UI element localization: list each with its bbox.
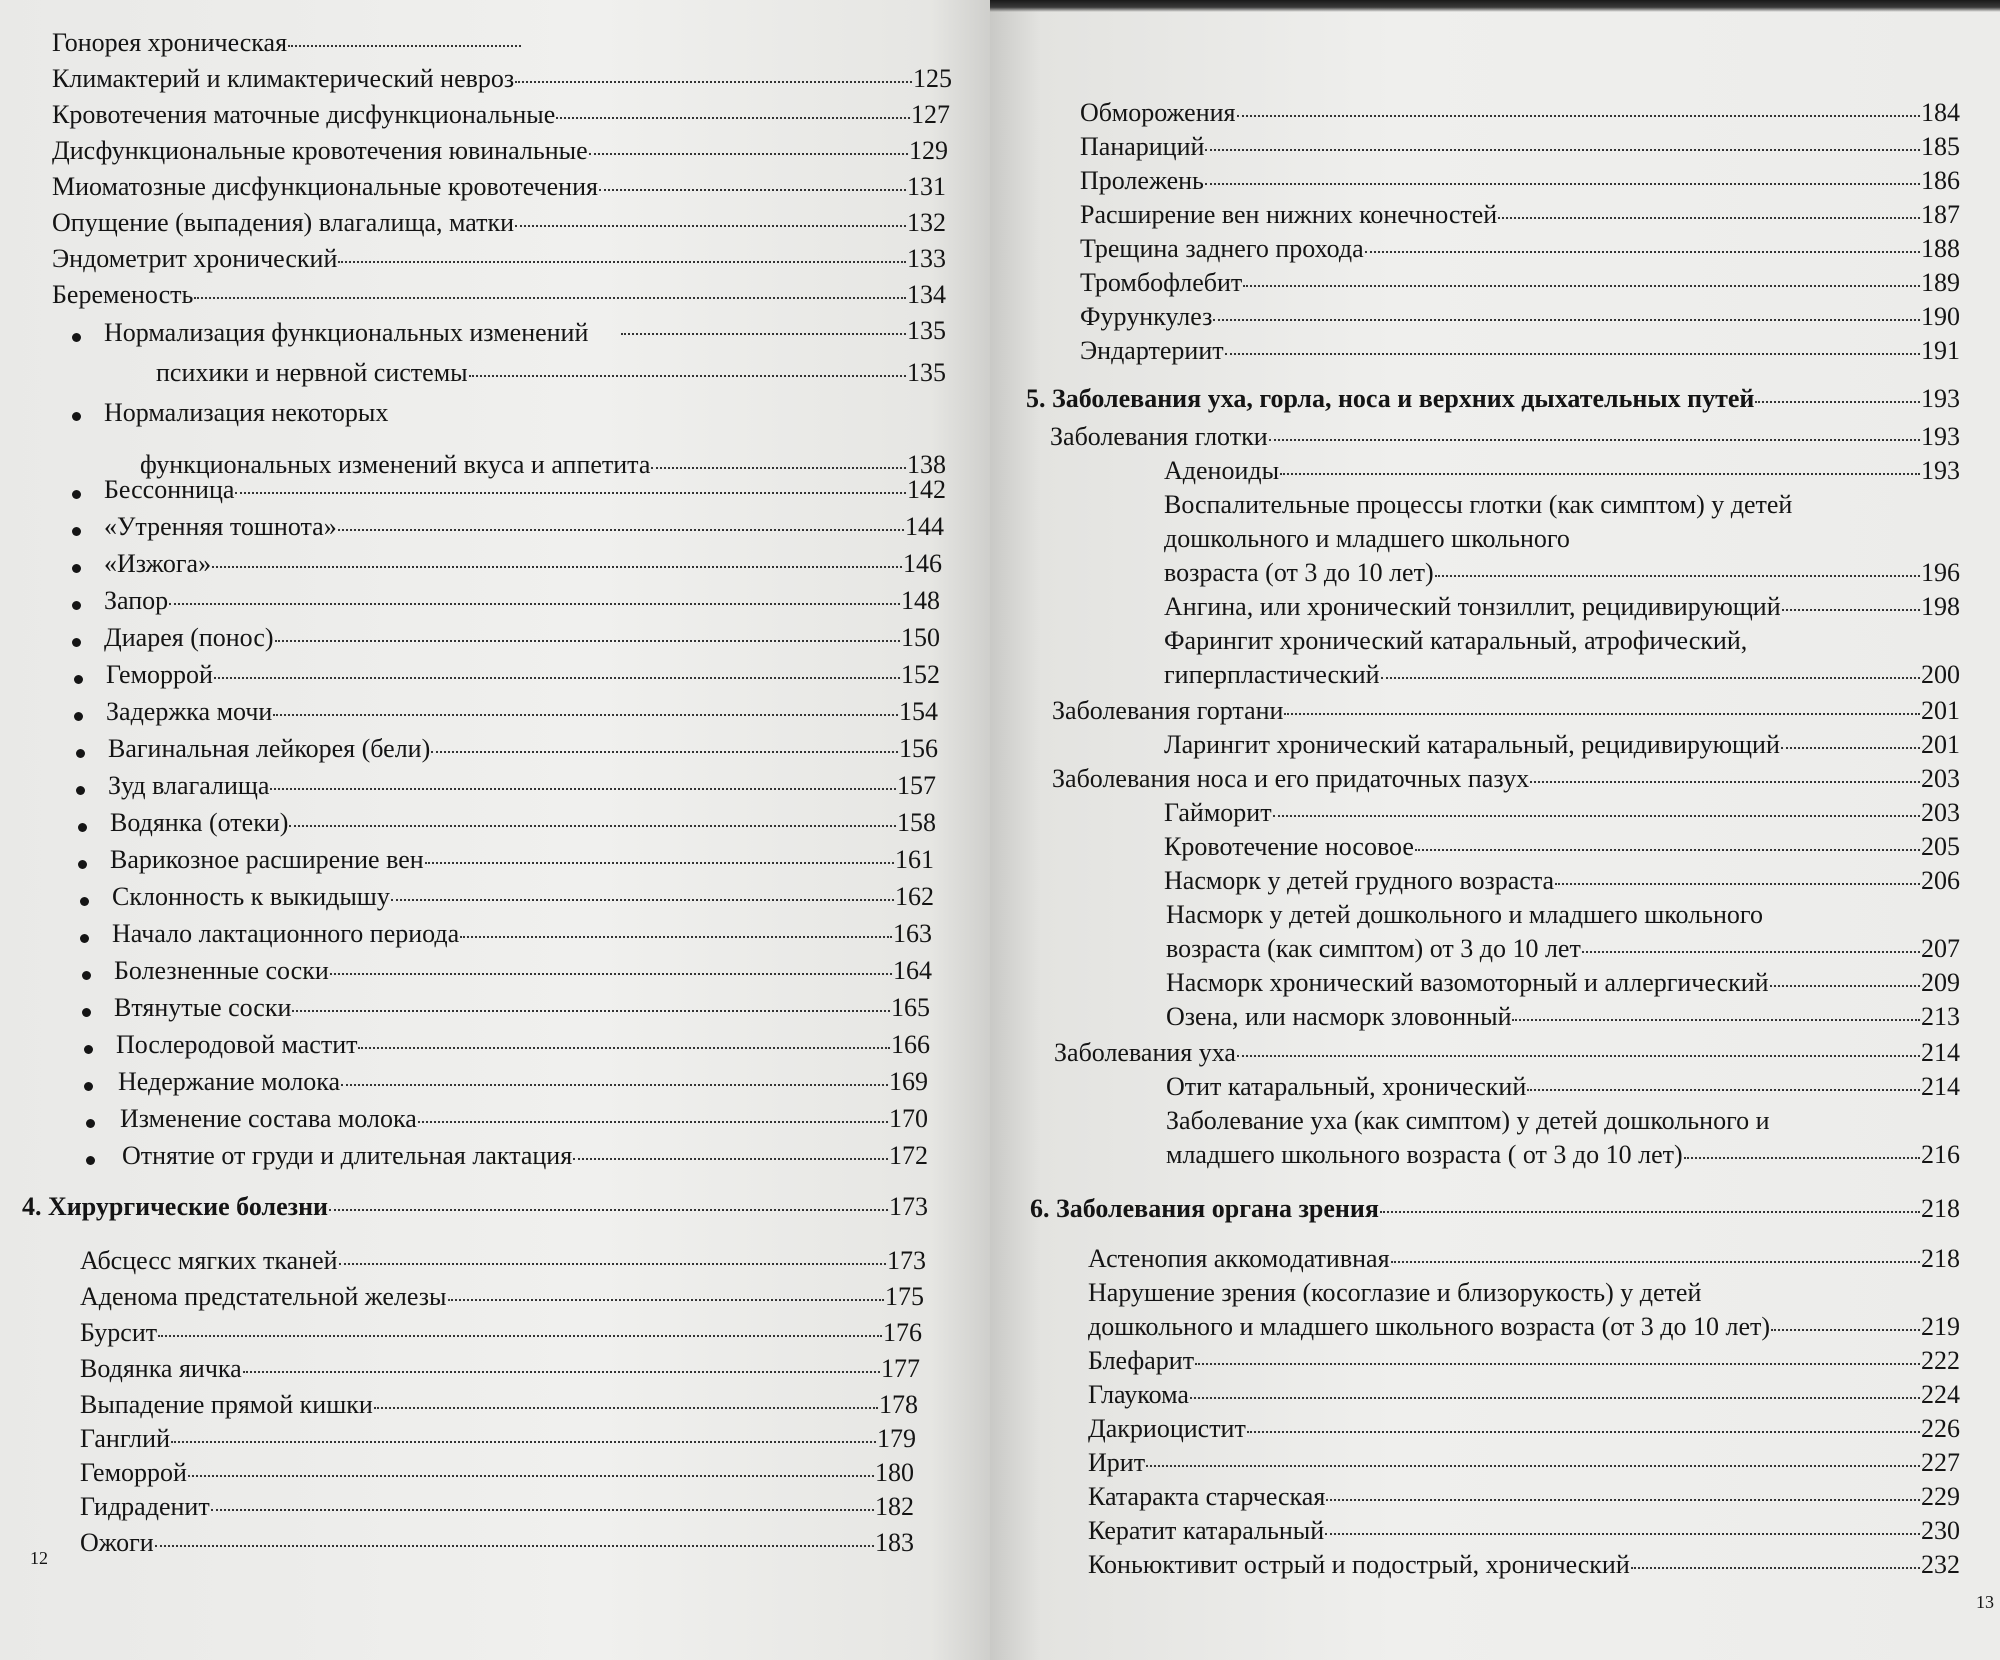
toc-entry: Изменение состава молока 170	[120, 1104, 928, 1133]
bullet-icon	[72, 333, 81, 342]
toc-entry-line: Заболевание уха (как симптом) у детей дошкольного и	[1166, 1106, 1770, 1135]
bullet-icon	[82, 1008, 91, 1017]
toc-section-heading: 5. Заболевания уха, горла, носа и верхних дыхательных путей 193	[1026, 384, 1960, 413]
toc-entry: Обморожения 184	[1080, 98, 1960, 127]
toc-entry: Отит катаральный, хронический 214	[1166, 1072, 1960, 1101]
toc-entry: Водянка яичка 177	[80, 1354, 920, 1383]
toc-entry-line: Воспалительные процессы глотки (как симптом) у детей	[1164, 490, 1793, 519]
bullet-icon	[72, 412, 81, 421]
toc-entry: Миоматозные дисфункциональные кровотечения 131	[52, 172, 946, 201]
toc-entry: Ларингит хронический катаральный, рецидивирующий 201	[1164, 730, 1960, 759]
toc-entry: Бурсит 176	[80, 1318, 922, 1347]
toc-entry: Зуд влагалища 157	[108, 771, 936, 800]
page-number: 13	[1976, 1592, 1994, 1612]
bullet-icon	[78, 860, 87, 869]
toc-entry: Тромбофлебит 189	[1080, 268, 1960, 297]
toc-entry: возраста (как симптом) от 3 до 10 лет 207	[1166, 934, 1960, 963]
bullet-icon	[74, 712, 83, 721]
toc-entry: Задержка мочи 154	[106, 697, 938, 726]
bullet-icon	[82, 971, 91, 980]
toc-entry: Насморк хронический вазомоторный и аллергический 209	[1166, 968, 1960, 997]
toc-entry: Трещина заднего прохода 188	[1080, 234, 1960, 263]
toc-entry: Эндометрит хронический 133	[52, 244, 946, 273]
toc-entry: Водянка (отеки) 158	[110, 808, 936, 837]
toc-entry: Климактерий и климактерический невроз 125	[52, 64, 952, 93]
toc-entry: Кровотечения маточные дисфункциональные 127	[52, 100, 950, 129]
toc-entry-line: Фарингит хронический катаральный, атрофический,	[1164, 626, 1748, 655]
toc-entry: Запор 148	[104, 586, 940, 615]
toc-entry: Заболевания гортани 201	[1052, 696, 1960, 725]
bullet-icon	[72, 601, 81, 610]
toc-entry: функциональных изменений вкуса и аппетита 138	[140, 450, 946, 479]
bullet-icon	[84, 1045, 93, 1054]
toc-entry: младшего школьного возраста ( от 3 до 10 лет) 216	[1166, 1140, 1960, 1169]
bullet-icon	[76, 749, 85, 758]
toc-section-heading: 6. Заболевания органа зрения 218	[1030, 1194, 1960, 1223]
toc-entry: Расширение вен нижних конечностей 187	[1080, 200, 1960, 229]
toc-entry: психики и нервной системы 135	[156, 358, 946, 387]
toc-entry-line: Насморк у детей дошкольного и младшего школьного	[1166, 900, 1763, 929]
toc-entry: Эндартериит 191	[1080, 336, 1960, 365]
toc-entry: возраста (от 3 до 10 лет) 196	[1164, 558, 1960, 587]
bullet-icon	[74, 675, 83, 684]
toc-entry: Втянутые соски 165	[114, 993, 930, 1022]
bullet-icon	[76, 786, 85, 795]
toc-entry: Дакриоцистит 226	[1088, 1414, 1960, 1443]
bullet-icon	[84, 1082, 93, 1091]
top-shadow	[990, 0, 2000, 12]
toc-entry: Склонность к выкидышу 162	[112, 882, 934, 911]
bullet-icon	[72, 564, 81, 573]
toc-entry: Дисфункциональные кровотечения ювинальные 129	[52, 136, 948, 165]
toc-entry: Диарея (понос) 150	[104, 623, 940, 652]
toc-entry: Заболевания носа и его придаточных пазух 203	[1052, 764, 1960, 793]
toc-entry: Заболевания глотки 193	[1050, 422, 1960, 451]
toc-entry: Ирит 227	[1088, 1448, 1960, 1477]
toc-entry: Панариций 185	[1080, 132, 1960, 161]
toc-entry: Астенопия аккомодативная 218	[1088, 1244, 1960, 1273]
toc-entry: Гидраденит 182	[80, 1492, 914, 1521]
toc-entry: Озена, или насморк зловонный 213	[1166, 1002, 1960, 1031]
toc-entry: Коньюктивит острый и подострый, хронический 232	[1088, 1550, 1960, 1579]
bullet-icon	[72, 638, 81, 647]
toc-entry: Гонорея хроническая	[52, 28, 522, 58]
toc-entry: Геморрой 180	[80, 1458, 914, 1487]
toc-entry-line: Нормализация функциональных изменений	[104, 318, 589, 347]
bullet-icon	[86, 1119, 95, 1128]
toc-section-heading: 4. Хирургические болезни 173	[22, 1192, 928, 1221]
toc-entry: Недержание молока 169	[118, 1067, 928, 1096]
toc-entry: Выпадение прямой кишки 178	[80, 1390, 918, 1419]
toc-entry: Глаукома 224	[1088, 1380, 1960, 1409]
toc-entry: Абсцесс мягких тканей 173	[80, 1246, 926, 1275]
bullet-icon	[72, 527, 81, 536]
toc-entry: Беременость 134	[52, 280, 946, 309]
toc-entry: Ангина, или хронический тонзиллит, рецидивирующий 198	[1164, 592, 1960, 621]
bullet-icon	[78, 823, 87, 832]
toc-entry: гиперпластический 200	[1164, 660, 1960, 689]
toc-entry: Насморк у детей грудного возраста 206	[1164, 866, 1960, 895]
toc-entry: Аденоиды 193	[1164, 456, 1960, 485]
toc-entry: «Утренняя тошнота» 144	[104, 512, 944, 541]
toc-entry: 135	[620, 316, 946, 346]
toc-entry: Варикозное расширение вен 161	[110, 845, 934, 874]
toc-entry: Опущение (выпадения) влагалища, матки 132	[52, 208, 946, 237]
toc-entry: Болезненные соски 164	[114, 956, 932, 985]
toc-entry: Катаракта старческая 229	[1088, 1482, 1960, 1511]
toc-entry: Кровотечение носовое 205	[1164, 832, 1960, 861]
toc-entry-line: дошкольного и младшего школьного	[1164, 524, 1570, 553]
bullet-icon	[80, 897, 89, 906]
toc-entry: Аденома предстательной железы 175	[80, 1282, 924, 1311]
toc-entry: Ожоги 183	[80, 1528, 914, 1557]
toc-entry: Отнятие от груди и длительная лактация 172	[122, 1141, 928, 1170]
toc-entry: Заболевания уха 214	[1054, 1038, 1960, 1067]
toc-entry: Бессонница 142	[104, 475, 946, 504]
toc-entry: Гайморит 203	[1164, 798, 1960, 827]
toc-entry: «Изжога» 146	[104, 549, 942, 578]
toc-entry-line: Нарушение зрения (косоглазие и близорукость) у детей	[1088, 1278, 1702, 1307]
bullet-icon	[86, 1156, 95, 1165]
toc-entry: Кератит катаральный 230	[1088, 1516, 1960, 1545]
toc-entry: Фурункулез 190	[1080, 302, 1960, 331]
toc-entry: Пролежень 186	[1080, 166, 1960, 195]
toc-entry: Начало лактационного периода 163	[112, 919, 932, 948]
toc-entry: Послеродовой мастит 166	[116, 1030, 930, 1059]
toc-entry: дошкольного и младшего школьного возраста (от 3 до 10 лет) 219	[1088, 1312, 1960, 1341]
toc-entry: Блефарит 222	[1088, 1346, 1960, 1375]
toc-entry: Ганглий 179	[80, 1424, 916, 1453]
page-number: 12	[30, 1548, 48, 1568]
bullet-icon	[72, 490, 81, 499]
toc-entry: Геморрой 152	[106, 660, 940, 689]
toc-entry-line: Нормализация некоторых	[104, 398, 389, 427]
bullet-icon	[80, 934, 89, 943]
toc-entry: Вагинальная лейкорея (бели) 156	[108, 734, 938, 763]
